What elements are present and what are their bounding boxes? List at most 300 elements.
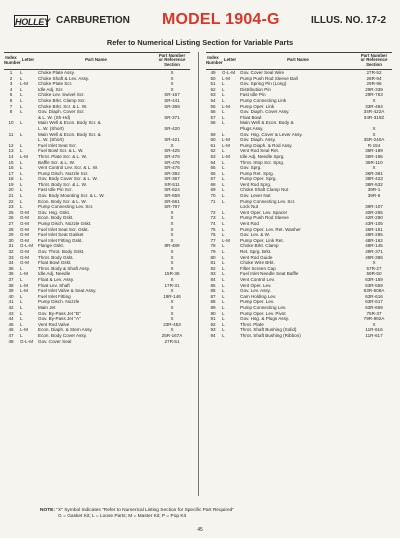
index-cell: 40 xyxy=(8,293,14,299)
part-name-cell: Pump Oper. Lev. Pivot xyxy=(240,310,286,316)
letter-cell: L xyxy=(20,109,23,115)
letter-cell: L-M xyxy=(222,75,230,81)
letter-cell: L xyxy=(222,226,225,232)
part-name-cell: Pump Oper. Lev. xyxy=(240,299,275,305)
part-name-cell: Gov. Hsg. & Plugs Assy. xyxy=(240,316,290,322)
letter-cell: L xyxy=(222,221,225,227)
part-name-cell: Throt. Body Scr. & L. W. xyxy=(38,181,88,187)
letter-cell: L xyxy=(222,159,225,165)
ref-cell: 43R-105 xyxy=(365,221,383,227)
ref-cell: 63R-659 xyxy=(365,304,383,310)
letter-cell: L xyxy=(20,193,23,199)
index-cell: 20 xyxy=(8,187,14,193)
ref-cell: 23R-453 xyxy=(163,321,181,327)
letter-cell: L xyxy=(222,288,225,294)
ref-cell: 29R-763 xyxy=(365,92,383,98)
part-name-cell: Gov. Sprg. xyxy=(240,165,262,171)
ref-cell: 49R-145 xyxy=(365,243,383,249)
ref-cell: 36R-110 xyxy=(365,159,383,165)
part-name-cell: Vent Control Lev. xyxy=(240,276,275,282)
part-name-cell: Fuel Inlet Seat Gasket xyxy=(38,232,84,238)
part-name-cell: Main Jet xyxy=(38,304,56,310)
ref-cell: 36R-189 xyxy=(365,148,383,154)
part-name-cell: Pump Connecting Lev. Scr. xyxy=(38,204,94,210)
part-name-cell: Gov. Diaph. Assy. xyxy=(240,137,276,143)
letter-cell: L-M xyxy=(20,271,28,277)
index-cell: 33 xyxy=(8,254,14,260)
index-cell: 92 xyxy=(210,321,216,327)
part-name-cell: Choke Brkt. Clamp Scr. xyxy=(38,97,86,103)
part-name-cell: Fuel Inlet Fitting Gskt. xyxy=(38,237,83,243)
index-cell: 88 xyxy=(210,299,216,305)
index-cell: 12 xyxy=(8,142,14,148)
index-cell: 73 xyxy=(210,215,216,221)
note-label: NOTE: xyxy=(40,508,55,513)
index-cell: 1 xyxy=(9,70,13,75)
ref-cell: X xyxy=(170,265,174,271)
part-name-cell: Throt. Stop Scr. Sprg. xyxy=(240,159,285,165)
ref-cell: 75R-37 xyxy=(366,310,382,316)
part-name-cell: Choke Plate Assy. xyxy=(38,70,75,75)
model-title: MODEL 1904-G xyxy=(162,11,280,28)
letter-cell: L xyxy=(20,75,23,81)
ref-cell: 34R-319Z xyxy=(363,114,385,120)
letter-cell: L-M xyxy=(222,103,230,109)
part-name-cell: Pump Oper. Link Ret. xyxy=(240,237,284,243)
part-name-cell: Float & Lev. Assy. xyxy=(38,276,75,282)
part-name-cell: Econ. Body Gskt. xyxy=(38,215,74,221)
ref-cell: 57R-27 xyxy=(366,265,382,271)
letter-cell: L xyxy=(20,332,23,338)
ref-cell: X xyxy=(170,316,174,322)
index-cell: 37 xyxy=(8,276,14,282)
ref-cell: 29R-339 xyxy=(365,86,383,92)
letter-cell: L xyxy=(222,276,225,282)
table-row xyxy=(4,339,190,345)
letter-cell: L xyxy=(222,114,225,120)
index-cell: 34 xyxy=(8,260,14,266)
part-name-cell: Throt. Plate xyxy=(240,321,264,327)
ref-cell: 34R-422A xyxy=(363,109,385,115)
part-name-cell: Throt. Body & Shaft Assy. xyxy=(38,265,90,271)
ref-cell: SR-624 xyxy=(164,187,180,193)
ref-cell: X xyxy=(170,215,174,221)
index-cell: 3 xyxy=(9,81,13,87)
page-number: 45 xyxy=(197,527,203,533)
letter-cell: L xyxy=(20,204,23,210)
index-cell: 56 xyxy=(210,109,216,115)
letter-cell: L xyxy=(222,81,225,87)
part-name-cell: Main Well & Econ. Body Scr. & xyxy=(38,120,101,126)
part-name-cell: Gov. Spring Pin (Long) xyxy=(240,81,287,87)
index-cell: 35 xyxy=(8,265,14,271)
part-name-cell: L. W. (Short) xyxy=(38,125,64,131)
letter-cell: L xyxy=(20,304,23,310)
footnote xyxy=(40,508,380,520)
letter-cell: L xyxy=(222,215,225,221)
index-cell: 80 xyxy=(210,254,216,260)
part-name-cell: Filter Screen Cap xyxy=(240,265,276,271)
index-cell: 32 xyxy=(8,249,14,254)
letter-cell: L xyxy=(20,276,23,282)
ref-cell: 49R-386 xyxy=(365,254,383,260)
ref-cell: 17R-31 xyxy=(164,282,180,288)
letter-cell: L xyxy=(20,187,23,193)
index-cell: 87 xyxy=(210,293,216,299)
index-cell: 93 xyxy=(210,327,216,333)
letter-cell: G-M xyxy=(20,260,29,266)
part-name-cell: Main Well & Econ. Body & xyxy=(240,120,294,126)
ref-cell: SR-392 xyxy=(164,170,180,176)
index-cell: 67 xyxy=(210,176,216,182)
index-cell: 75 xyxy=(210,226,216,232)
part-name-cell: Gov. Cover Seal xyxy=(38,338,72,344)
ref-cell: 8R-489 xyxy=(164,243,180,249)
part-name-cell: Gov. Body Cover Scr. & L. W. xyxy=(38,176,98,182)
part-name-cell: Gov. Cover Seal Wire xyxy=(240,70,285,75)
index-cell: 42 xyxy=(8,304,14,310)
ref-cell: X xyxy=(170,237,174,243)
part-name-cell: Gov. By-Pass Jet "B" xyxy=(38,310,81,316)
letter-cell: L xyxy=(222,299,225,305)
ref-cell: SR-167 xyxy=(164,92,180,98)
index-cell: 65 xyxy=(210,165,216,171)
center-divider xyxy=(198,52,199,496)
part-name-cell: Pump Oper. Sprg. xyxy=(240,176,277,182)
index-cell: 49 xyxy=(210,70,216,75)
ref-cell: X xyxy=(170,288,174,294)
letter-cell: G-M xyxy=(20,249,29,254)
ref-cell: 15R-36 xyxy=(164,271,180,277)
ref-cell: X xyxy=(170,304,174,310)
part-name-cell: Pump Ret. Sprg. xyxy=(240,170,274,176)
ref-cell: 38R-423 xyxy=(365,176,383,182)
part-name-cell: Lock Nut xyxy=(240,204,259,210)
ref-cell: SR-476 xyxy=(164,165,180,171)
part-name-cell: Vent Rod Sprg. xyxy=(240,181,272,187)
index-cell: 13 xyxy=(8,148,14,154)
ref-cell: X xyxy=(372,165,376,171)
ref-cell: SR-369 xyxy=(164,103,180,109)
index-cell: 17 xyxy=(8,170,14,176)
index-cell: 11 xyxy=(8,131,14,137)
table-row xyxy=(206,333,392,339)
part-name-cell: Idle Adj. Scr. xyxy=(38,86,64,92)
index-cell: 82 xyxy=(210,265,216,271)
parts-table-right xyxy=(206,52,392,339)
index-cell: 62 xyxy=(210,148,216,154)
ref-cell: 48R-162 xyxy=(365,237,383,243)
ref-cell: 25R-167A xyxy=(161,332,183,338)
index-cell: 2 xyxy=(9,75,13,81)
header-ref: Part Number or Reference Section xyxy=(360,52,388,68)
ref-cell: SR-511 xyxy=(164,181,180,187)
letter-cell: L xyxy=(222,176,225,182)
ref-cell: SR-367 xyxy=(164,176,180,182)
index-cell: 76 xyxy=(210,232,216,238)
index-cell: 45 xyxy=(8,321,14,327)
letter-cell: L xyxy=(222,170,225,176)
part-name-cell: Float Lev. Shaft xyxy=(38,282,70,288)
letter-cell: L xyxy=(222,249,225,254)
part-name-cell: Vent Rod Guide xyxy=(240,254,273,260)
ref-cell: 63R-617 xyxy=(365,299,383,305)
ref-cell: 39R-107 xyxy=(365,204,383,210)
index-cell: 59 xyxy=(210,131,216,137)
ref-cell: X xyxy=(372,131,376,137)
ref-cell: SR-661 xyxy=(164,198,180,204)
header-part-name: Part Name xyxy=(287,57,309,62)
index-cell: 19 xyxy=(8,181,14,187)
letter-cell: L xyxy=(222,321,225,327)
letter-cell: G-M xyxy=(20,221,29,227)
letter-cell: L-M xyxy=(20,153,28,159)
part-name-cell: Throt. Shaft Bushing (Ribbon) xyxy=(240,332,301,338)
part-name-cell: Distribution Pin xyxy=(240,86,271,92)
letter-cell: L xyxy=(222,310,225,316)
letter-cell: L xyxy=(222,120,225,126)
index-cell: 23 xyxy=(8,204,14,210)
part-name-cell: Choke Brkt. Scr. & L. W. xyxy=(38,103,88,109)
letter-cell: L xyxy=(20,181,23,187)
ref-cell: 11R-616 xyxy=(365,327,383,333)
ref-cell: SR-441 xyxy=(164,97,180,103)
index-cell: 21 xyxy=(8,193,14,199)
index-cell: 58 xyxy=(210,120,216,126)
letter-cell: L xyxy=(222,198,225,204)
ref-cell: X xyxy=(170,221,174,227)
index-cell: 69 xyxy=(210,187,216,193)
part-name-cell: Float Bowl xyxy=(240,114,262,120)
index-cell: 70 xyxy=(210,193,216,199)
part-name-cell: Gov. Throt. Body Gskt. xyxy=(38,249,85,254)
part-name-cell: Gov. Body Mounting Scr. & L. W. xyxy=(38,193,105,199)
part-name-cell: Gov. Diaph. Cover Scr. xyxy=(38,109,85,115)
ref-cell: X xyxy=(170,310,174,316)
letter-cell: L-M xyxy=(20,288,28,294)
ref-cell: X xyxy=(372,321,376,327)
index-cell: 50 xyxy=(210,75,216,81)
part-name-cell: Gov. Lev. Assy. xyxy=(240,288,271,294)
index-cell: 4 xyxy=(9,86,13,92)
letter-cell: L xyxy=(222,293,225,299)
letter-cell: L xyxy=(222,92,225,98)
ref-cell: X xyxy=(170,299,174,305)
letter-cell: L xyxy=(222,131,225,137)
subtitle: Refer to Numerical Listing Section for Variable Parts xyxy=(106,38,294,47)
index-cell: 83 xyxy=(210,271,216,277)
table-body xyxy=(4,70,190,344)
ref-cell: X xyxy=(170,75,174,81)
part-name-cell: Choke Brkt. Clamp xyxy=(240,243,279,249)
index-cell: 53 xyxy=(210,92,216,98)
part-name-cell: Fast Idle Pin xyxy=(240,92,266,98)
index-cell: 22 xyxy=(8,198,14,204)
ref-cell: 27R-52 xyxy=(366,70,382,75)
ref-cell: SR-420 xyxy=(164,125,180,131)
index-cell: 71 xyxy=(210,198,216,204)
ref-cell: X xyxy=(170,232,174,238)
ref-cell: SR-371 xyxy=(164,114,180,120)
ref-cell: 11R-617 xyxy=(365,332,383,338)
part-name-cell: Gov. Lever Nut xyxy=(240,193,271,199)
letter-cell: L xyxy=(20,142,23,148)
letter-cell: L xyxy=(20,120,23,126)
index-cell: 5 xyxy=(9,92,13,98)
index-cell: 64 xyxy=(210,159,216,165)
ref-cell: 36R-196 xyxy=(365,153,383,159)
part-name-cell: Pump Diaph. & Rod Assy. xyxy=(240,142,293,148)
part-name-cell: Fuel Inlet Seat Scr. xyxy=(38,142,77,148)
part-name-cell: Vent Control Lev. Scr. & L. W. xyxy=(38,165,99,171)
letter-cell: L xyxy=(20,293,23,299)
letter-cell: L xyxy=(20,92,23,98)
part-name-cell: Pump Connecting Link xyxy=(240,97,287,103)
index-cell: 72 xyxy=(210,209,216,215)
part-name-cell: Fuel Bowl Scr. & L. W. xyxy=(38,148,84,154)
header-index: Index Number xyxy=(206,55,223,65)
letter-cell: L-M xyxy=(20,327,28,333)
index-cell: 10 xyxy=(8,120,14,126)
note-line-1: "X" Symbol Indicates "Refer to Numerical Listing Section for Specific Part Required" xyxy=(56,508,234,513)
letter-cell: G-L-M xyxy=(222,70,236,75)
index-cell: 18 xyxy=(8,176,14,182)
index-cell: 38 xyxy=(8,282,14,288)
letter-cell: L xyxy=(20,170,23,176)
part-name-cell: Econ. Body Scr. & L. W. xyxy=(38,198,87,204)
index-cell: 39 xyxy=(8,288,14,294)
index-cell: 54 xyxy=(210,97,216,103)
letter-cell: L xyxy=(222,254,225,260)
index-cell: 16 xyxy=(8,165,14,171)
part-name-cell: Ret. Sprg. Brkt. xyxy=(240,249,272,254)
index-cell: 52 xyxy=(210,86,216,92)
ref-cell: 39R-6 xyxy=(367,193,381,199)
ref-cell: 33R-484 xyxy=(365,103,383,109)
ref-cell: SR-476 xyxy=(164,159,180,165)
letter-cell: L xyxy=(20,299,23,305)
part-name-cell: Pump Disch. Nozzle xyxy=(38,299,80,305)
part-name-cell: Pump Connecting Lev. xyxy=(240,304,287,310)
index-cell: 60 xyxy=(210,137,216,143)
letter-cell: L xyxy=(222,243,225,249)
ref-cell: 63R-608A xyxy=(363,288,385,294)
index-cell: 78 xyxy=(210,243,216,249)
section-title: CARBURETION xyxy=(56,15,130,26)
letter-cell: L-M xyxy=(20,282,28,288)
letter-cell: G-M xyxy=(20,215,29,221)
letter-cell: L xyxy=(20,310,23,316)
part-name-cell: Vent Rod Seal Ret. xyxy=(240,148,280,154)
part-name-cell: L. W. (Short) xyxy=(38,137,64,143)
ref-cell: SR-421 xyxy=(164,137,180,143)
letter-cell: L xyxy=(20,148,23,154)
letter-cell: L xyxy=(222,86,225,92)
part-name-cell: Float Bowl Gskt. xyxy=(38,260,72,266)
letter-cell: L xyxy=(20,86,23,92)
index-cell: 30 xyxy=(8,237,14,243)
index-cell: 14 xyxy=(8,153,14,159)
ref-cell: 63R-159 xyxy=(365,276,383,282)
index-cell: 77 xyxy=(210,237,216,243)
letter-cell: L xyxy=(222,193,225,199)
index-cell: 6 xyxy=(9,97,13,103)
part-name-cell: Plugs Assy. xyxy=(240,125,264,131)
letter-cell: L xyxy=(222,271,225,277)
ref-cell: 63R-616 xyxy=(365,293,383,299)
table-header xyxy=(206,52,392,70)
letter-cell: L xyxy=(222,148,225,154)
index-cell: 31 xyxy=(8,243,14,249)
part-name-cell: Pump Oper. Lev. Ret. Washer xyxy=(240,226,301,232)
part-name-cell: Pump Push Rod Sleeve Ball xyxy=(240,75,298,81)
index-cell: 41 xyxy=(8,299,14,305)
ref-cell: 46R-285 xyxy=(365,232,383,238)
ref-cell: SR-797 xyxy=(164,204,180,210)
letter-cell: L xyxy=(222,209,225,215)
letter-cell: L xyxy=(222,332,225,338)
letter-cell: G-M xyxy=(20,209,29,215)
illustration-number: ILLUS. NO. 17-2 xyxy=(310,15,386,26)
part-name-cell: Gov. Hsg. Gskt. xyxy=(38,209,71,215)
letter-cell: L xyxy=(222,187,225,193)
ref-cell: X xyxy=(170,260,174,266)
letter-cell: L xyxy=(222,232,225,238)
index-cell: 46 xyxy=(8,327,14,333)
holley-logo: HOLLEY xyxy=(15,17,50,27)
part-name-cell: Gov. Hsg. Cover & Lever Assy. xyxy=(240,131,303,137)
ref-cell: 19R-146 xyxy=(163,293,181,299)
part-name-cell: Flange Gskt. xyxy=(38,243,65,249)
letter-cell: G-M xyxy=(20,232,29,238)
letter-cell: L xyxy=(222,181,225,187)
ref-cell: 46R-161 xyxy=(365,226,383,232)
letter-cell: L xyxy=(222,260,225,266)
ref-cell: X xyxy=(170,276,174,282)
index-cell: 86 xyxy=(210,288,216,294)
part-name-cell: Vent Oper. Lev. Spacer xyxy=(240,209,288,215)
letter-cell: G-L-M xyxy=(20,338,34,344)
part-name-cell: Choke Shaft & Lev. Assy. xyxy=(38,75,90,81)
part-name-cell: Choke Lev. Swivel Scr. xyxy=(38,92,85,98)
part-name-cell: Fuel Inlet Fitting xyxy=(38,293,71,299)
ref-cell: X xyxy=(170,226,174,232)
ref-cell: 27R-51 xyxy=(164,338,180,344)
part-name-cell: Main Well & Econ. Body Scr. & xyxy=(38,131,101,137)
ref-cell: 35R-240A xyxy=(363,137,385,143)
letter-cell: L xyxy=(222,109,225,115)
index-cell: 47 xyxy=(8,332,14,338)
letter-cell: L xyxy=(20,159,23,165)
letter-cell: L xyxy=(20,131,23,137)
part-name-cell: Idle Adj. Needle xyxy=(38,271,71,277)
index-cell: 89 xyxy=(210,304,216,310)
index-cell: 84 xyxy=(210,276,216,282)
part-name-cell: Choke Wire Brkt. xyxy=(240,260,275,266)
letter-cell: L xyxy=(20,321,23,327)
index-cell: 26 xyxy=(8,215,14,221)
index-cell: 55 xyxy=(210,103,216,109)
part-name-cell: Fuel Inlet Valve & Seat Assy. xyxy=(38,288,97,294)
ref-cell: R-154 xyxy=(367,142,381,148)
letter-cell: G-M xyxy=(20,237,29,243)
index-cell: 7 xyxy=(9,103,13,109)
index-cell: 91 xyxy=(210,316,216,322)
index-cell: 15 xyxy=(8,159,14,165)
part-name-cell: Fast Idle Pin Scr. xyxy=(38,187,73,193)
part-name-cell: Vent Oper. Lev. xyxy=(240,282,272,288)
index-cell: 74 xyxy=(210,221,216,227)
